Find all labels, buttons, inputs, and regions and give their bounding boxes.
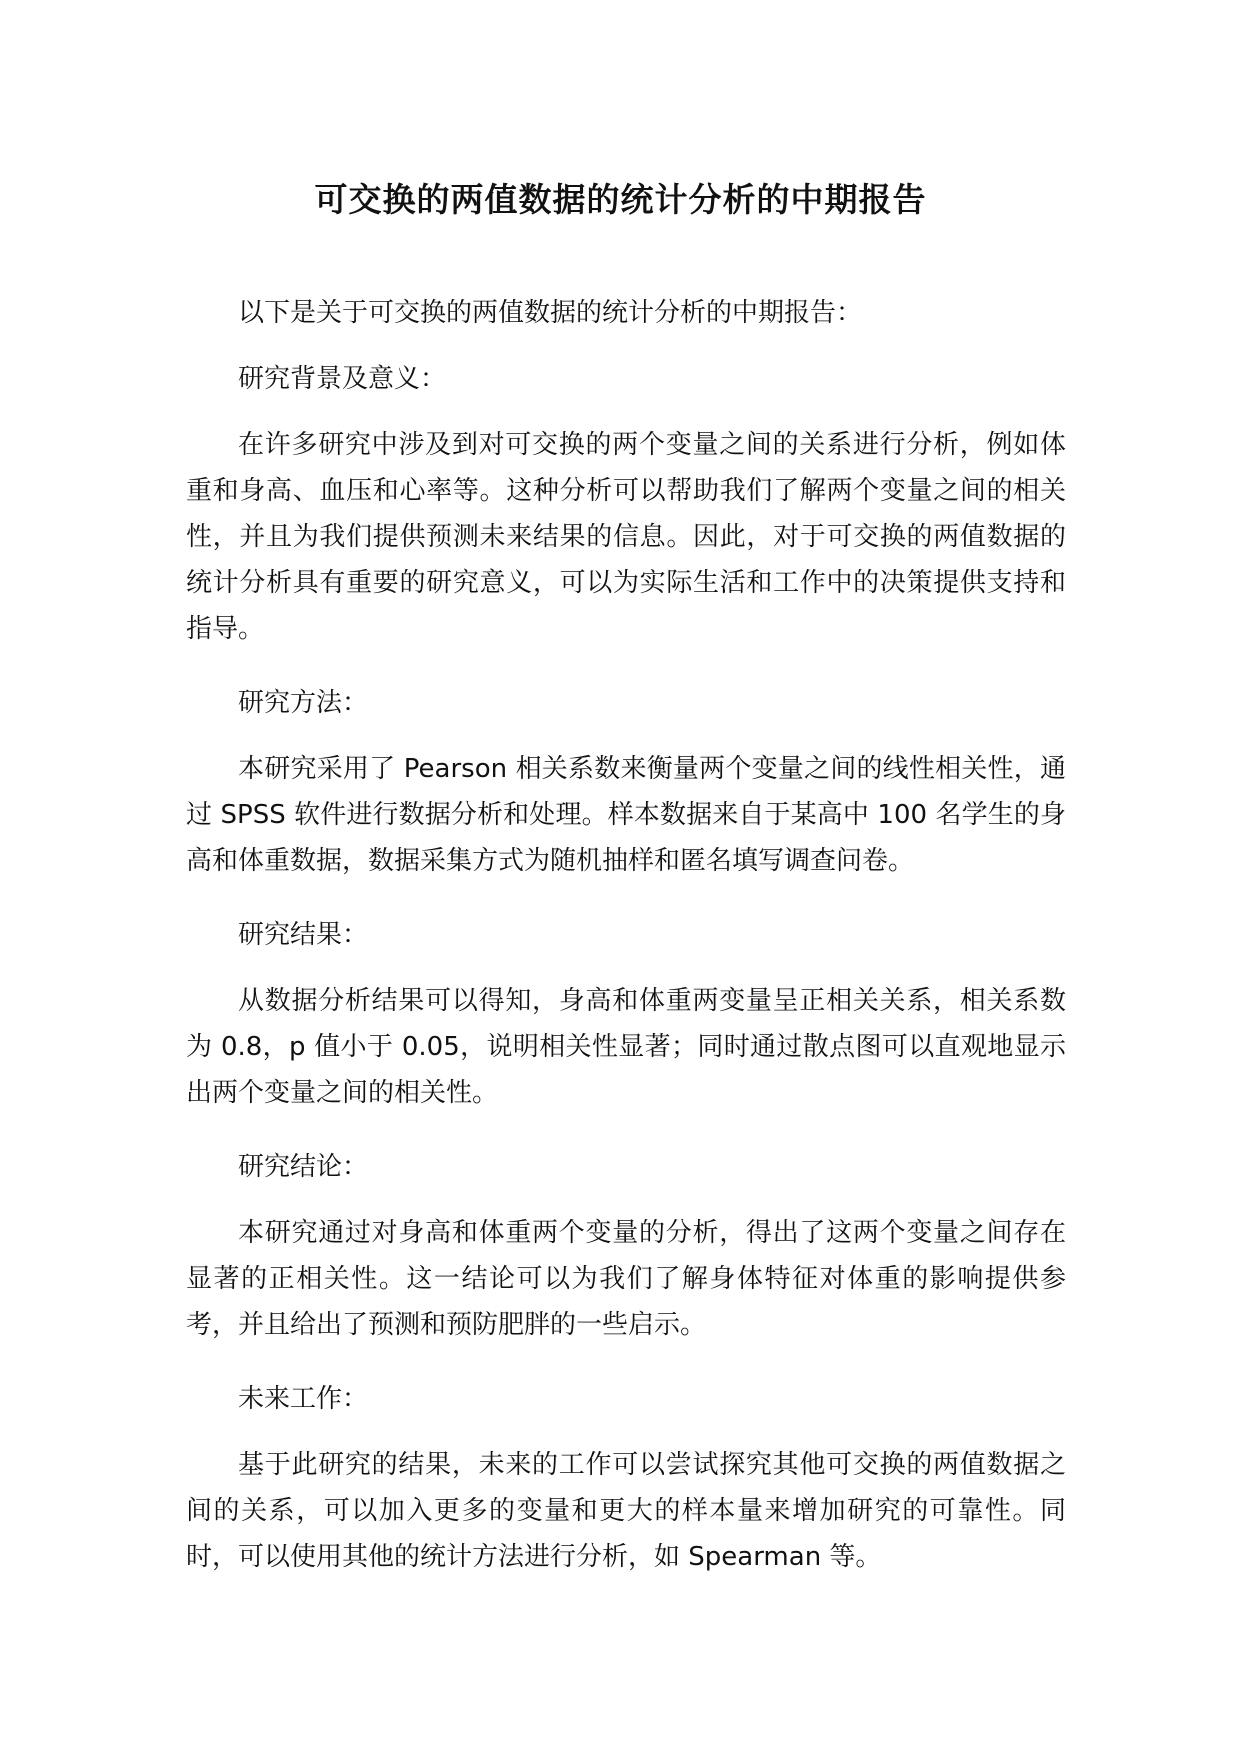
section-heading-results: 研究结果： xyxy=(238,920,369,950)
section-heading-method: 研究方法： xyxy=(238,688,369,718)
document-body xyxy=(186,290,1066,1608)
section-heading-future-work: 未来工作： xyxy=(238,1384,369,1414)
section-heading-conclusion: 研究结论： xyxy=(238,1152,369,1182)
section-body-future-work: 基于此研究的结果，未来的工作可以尝试探究其他可交换的两值数据之间的关系，可以加入更多的变量和更大的样本量来增加研究的可靠性。同时，可以使用其他的统计方法进行分析，如 Spearman 等。 xyxy=(186,1450,1066,1572)
section-body-results: 从数据分析结果可以得知，身高和体重两变量呈正相关关系，相关系数为 0.8，p 值小于 0.05，说明相关性显著；同时通过散点图可以直观地显示出两个变量之间的相关性。 xyxy=(186,986,1066,1108)
section-body-background: 在许多研究中涉及到对可交换的两个变量之间的关系进行分析，例如体重和身高、血压和心率等。这种分析可以帮助我们了解两个变量之间的相关性，并且为我们提供预测未来结果的信息。因此，对于可交换的两值数据的统计分析具有重要的研究意义，可以为实际生活和工作中的决策提供支持和指导。 xyxy=(186,430,1066,644)
section-heading-background: 研究背景及意义： xyxy=(238,364,447,394)
section-body-method: 本研究采用了 Pearson 相关系数来衡量两个变量之间的线性相关性，通过 SPSS 软件进行数据分析和处理。样本数据来自于某高中 100 名学生的身高和体重数据，数据采集方式为随机抽样和匿名填写调查问卷。 xyxy=(186,754,1066,876)
intro-paragraph: 以下是关于可交换的两值数据的统计分析的中期报告： xyxy=(238,298,863,328)
document-title: 可交换的两值数据的统计分析的中期报告 xyxy=(314,180,927,219)
section-body-conclusion: 本研究通过对身高和体重两个变量的分析，得出了这两个变量之间存在显著的正相关性。这一结论可以为我们了解身体特征对体重的影响提供参考，并且给出了预测和预防肥胖的一些启示。 xyxy=(186,1218,1066,1340)
